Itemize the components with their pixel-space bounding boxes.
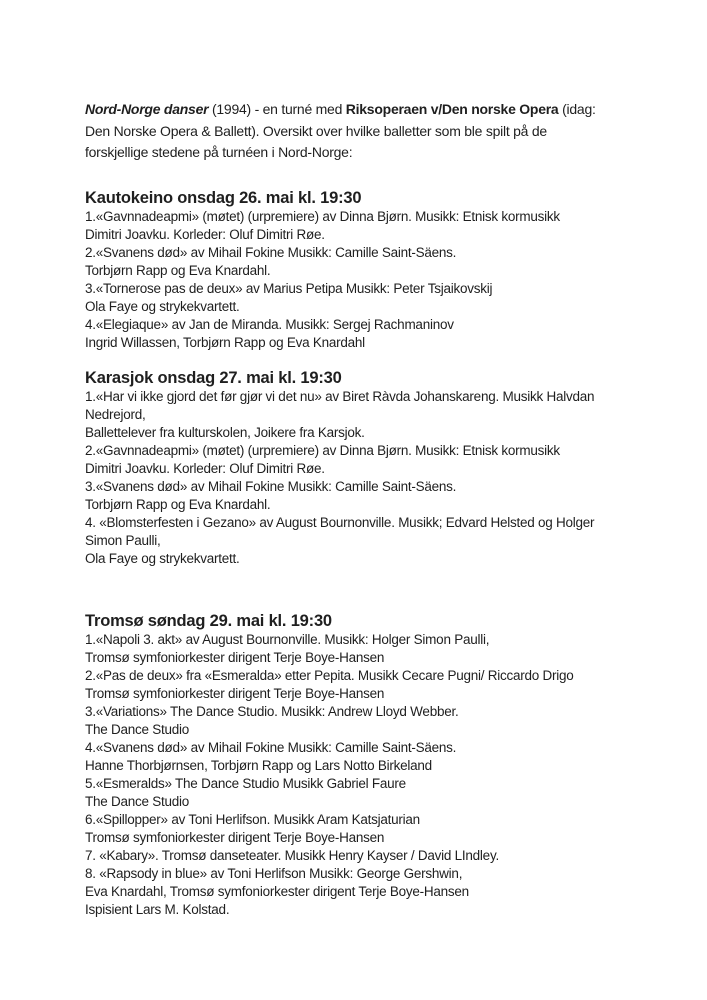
intro-end-text: (idag: [558,101,596,117]
section-tromso [85,611,630,919]
program-line: Ispisient Lars M. Kolstad. [85,901,230,917]
program-line: 4.«Svanens død» av Mihail Fokine Musikk: Camille Saint-Säens. [85,739,457,755]
program-line: 2.«Gavnnadeapmi» (møtet) (urpremiere) av Dinna Bjørn. Musikk: Etnisk kormusikk [85,442,560,458]
program-line: 4.«Elegiaque» av Jan de Miranda. Musikk: Sergej Rachmaninov [85,316,454,332]
intro-line-2: Den Norske Opera & Ballett). Oversikt over hvilke balletter som ble spilt på de [85,122,547,139]
program-line: Ola Faye og strykekvartett. [85,298,240,314]
program-line: Nedrejord, [85,406,146,422]
program-line: Ola Faye og strykekvartett. [85,550,240,566]
program-lines-kautokeino [85,208,630,352]
program-line: 1.«Napoli 3. akt» av August Bournonville. Musikk: Holger Simon Paulli, [85,631,490,647]
program-line: 6.«Spillopper» av Toni Herlifson. Musikk Aram Katsjaturian [85,811,420,827]
section-heading-karasjok: Karasjok onsdag 27. mai kl. 19:30 [85,368,342,387]
program-line: Eva Knardahl, Tromsø symfoniorkester dirigent Terje Boye-Hansen [85,883,469,899]
intro-line-3: forskjellige stedene på turnéen i Nord-Norge: [85,144,353,160]
program-line: 3.«Variations» The Dance Studio. Musikk: Andrew Lloyd Webber. [85,703,459,719]
intro-organisation: Riksoperaen v/Den norske Opera [345,101,559,117]
section-heading-kautokeino: Kautokeino onsdag 26. mai kl. 19:30 [85,188,362,207]
program-line: The Dance Studio [85,793,190,809]
intro-line-1 [85,101,596,117]
program-line: Ingrid Willassen, Torbjørn Rapp og Eva Knardahl [85,334,365,350]
program-line: 8. «Rapsody in blue» av Toni Herlifson Musikk: George Gershwin, [85,865,463,881]
program-line: Tromsø symfoniorkester dirigent Terje Boye-Hansen [85,649,385,665]
intro-paragraph [85,99,630,164]
program-line: 7. «Kabary». Tromsø danseteater. Musikk Henry Kayser / David LIndley. [85,847,499,863]
program-lines-tromso [85,631,630,919]
program-line: Torbjørn Rapp og Eva Knardahl. [85,496,271,512]
program-line: Dimitri Joavku. Korleder: Oluf Dimitri Røe. [85,460,325,476]
intro-title: Nord-Norge danser [85,101,209,117]
program-line: 2.«Svanens død» av Mihail Fokine Musikk: Camille Saint-Säens. [85,244,457,260]
program-lines-karasjok [85,388,630,568]
intro-mid-text: (1994) - en turné med [208,101,346,117]
document-content [85,99,630,919]
program-line: Simon Paulli, [85,532,161,548]
section-kautokeino [85,188,630,352]
program-line: Ballettelever fra kulturskolen, Joikere fra Karsjok. [85,424,365,440]
program-line: Hanne Thorbjørnsen, Torbjørn Rapp og Lars Notto Birkeland [85,757,432,773]
section-heading-tromso: Tromsø søndag 29. mai kl. 19:30 [85,611,332,630]
program-line: 5.«Esmeralds» The Dance Studio Musikk Gabriel Faure [85,775,406,791]
program-line: Torbjørn Rapp og Eva Knardahl. [85,262,271,278]
program-line: The Dance Studio [85,721,190,737]
program-line: Tromsø symfoniorkester dirigent Terje Boye-Hansen [85,829,385,845]
program-line: 3.«Tornerose pas de deux» av Marius Petipa Musikk: Peter Tsjaikovskij [85,280,493,296]
program-line: 3.«Svanens død» av Mihail Fokine Musikk: Camille Saint-Säens. [85,478,457,494]
program-line: 1.«Gavnnadeapmi» (møtet) (urpremiere) av Dinna Bjørn. Musikk: Etnisk kormusikk [85,208,560,224]
program-line: 1.«Har vi ikke gjord det før gjør vi det nu» av Biret Ràvda Johanskareng. Musikk Halvdan [85,388,595,404]
section-karasjok [85,368,630,568]
program-line: Tromsø symfoniorkester dirigent Terje Boye-Hansen [85,685,385,701]
program-line: 4. «Blomsterfesten i Gezano» av August Bournonville. Musikk; Edvard Helsted og Holger [85,514,595,530]
program-line: 2.«Pas de deux» fra «Esmeralda» etter Pepita. Musikk Cecare Pugni/ Riccardo Drigo [85,667,574,683]
program-line: Dimitri Joavku. Korleder: Oluf Dimitri Røe. [85,226,325,242]
